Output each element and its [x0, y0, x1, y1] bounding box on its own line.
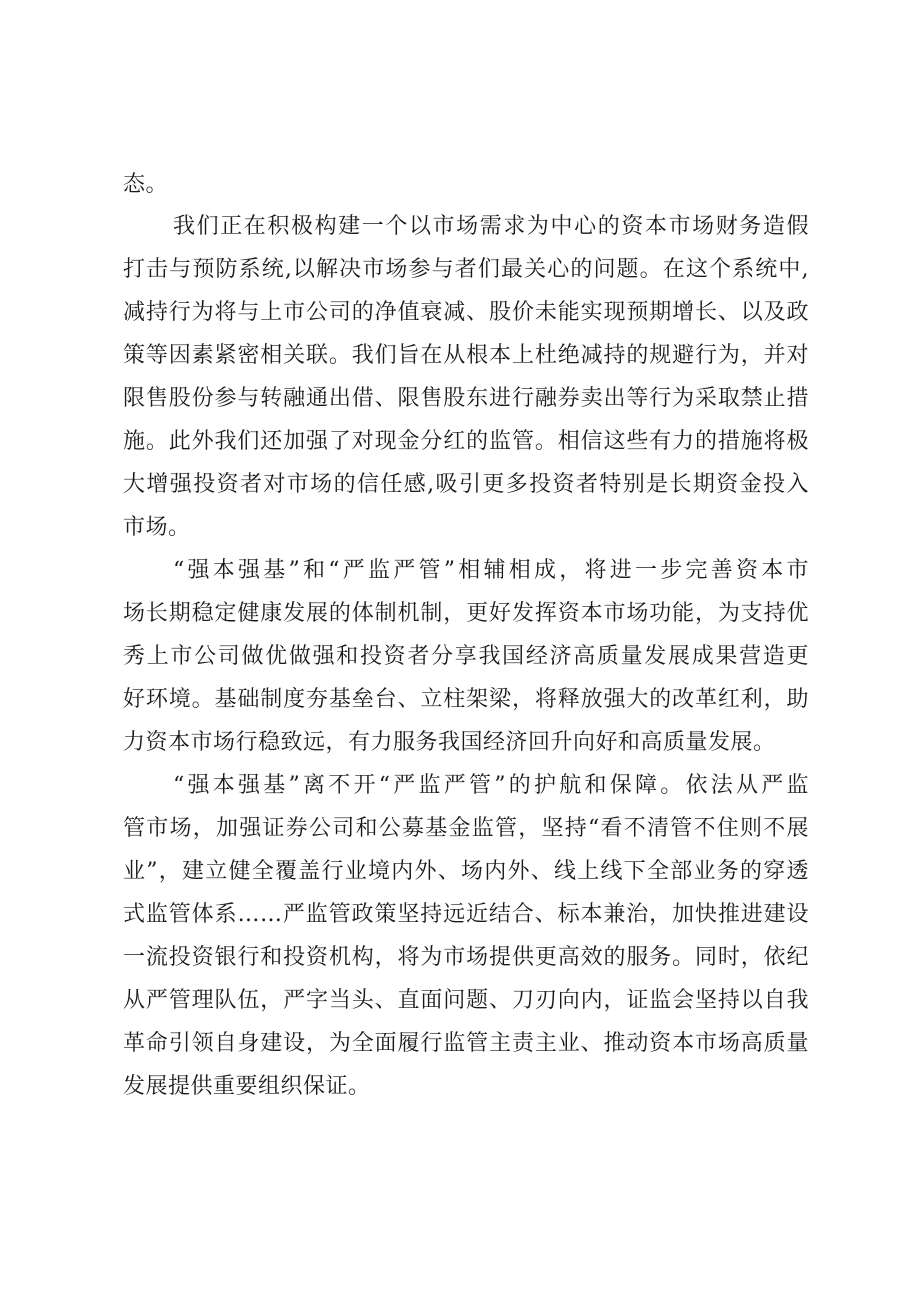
paragraph-1-line-7: 大增强投资者对市场的信任感,吸引更多投资者特别是长期资金投入 [123, 472, 809, 497]
paragraph-1-line-2: 打击与预防系统,以解决市场参与者们最关心的问题。在这个系统中, [123, 257, 809, 282]
paragraph-3-line-3: 业”，建立健全覆盖行业境内外、场内外、线上线下全部业务的穿透 [123, 859, 809, 884]
paragraph-1-line-4: 策等因素紧密相关联。我们旨在从根本上杜绝减持的规避行为，并对 [123, 343, 809, 368]
paragraph-continuation-line: 态。 [123, 172, 169, 197]
paragraph-2-line-4: 好环境。基础制度夯基垒台、立柱架梁，将释放强大的改革红利，助 [123, 687, 809, 712]
paragraph-1-line-3: 减持行为将与上市公司的净值衰减、股价未能实现预期增长、以及政 [123, 300, 809, 325]
paragraph-3-line-2: 管市场，加强证券公司和公募基金监管，坚持“看不清管不住则不展 [123, 816, 809, 841]
paragraph-1-line-5: 限售股份参与转融通出借、限售股东进行融券卖出等行为采取禁止措 [123, 386, 809, 411]
paragraph-3-line-8: 发展提供重要组织保证。 [123, 1074, 371, 1099]
paragraph-2-line-5: 力资本市场行稳致远，有力服务我国经济回升向好和高质量发展。 [123, 730, 776, 755]
paragraph-2-line-1: “强本强基”和“严监严管”相辅相成，将进一步完善资本市 [173, 558, 809, 583]
paragraph-3-line-4: 式监管体系……严监管政策坚持远近结合、标本兼治，加快推进建设 [123, 902, 809, 927]
paragraph-1-line-8: 市场。 [123, 515, 191, 540]
paragraph-3-line-5: 一流投资银行和投资机构，将为市场提供更高效的服务。同时，依纪 [123, 945, 809, 970]
paragraph-1-line-6: 施。此外我们还加强了对现金分红的监管。相信这些有力的措施将极 [123, 429, 809, 454]
paragraph-1-line-1: 我们正在积极构建一个以市场需求为中心的资本市场财务造假 [173, 214, 809, 239]
paragraph-2-line-3: 秀上市公司做优做强和投资者分享我国经济高质量发展成果营造更 [123, 644, 809, 669]
paragraph-3-line-6: 从严管理队伍，严字当头、直面问题、刀刃向内，证监会坚持以自我 [123, 988, 809, 1013]
paragraph-3-line-1: “强本强基”离不开“严监严管”的护航和保障。依法从严监 [173, 773, 809, 798]
paragraph-2-line-2: 场长期稳定健康发展的体制机制，更好发挥资本市场功能，为支持优 [123, 601, 809, 626]
paragraph-3-line-7: 革命引领自身建设，为全面履行监管主责主业、推动资本市场高质量 [123, 1031, 809, 1056]
